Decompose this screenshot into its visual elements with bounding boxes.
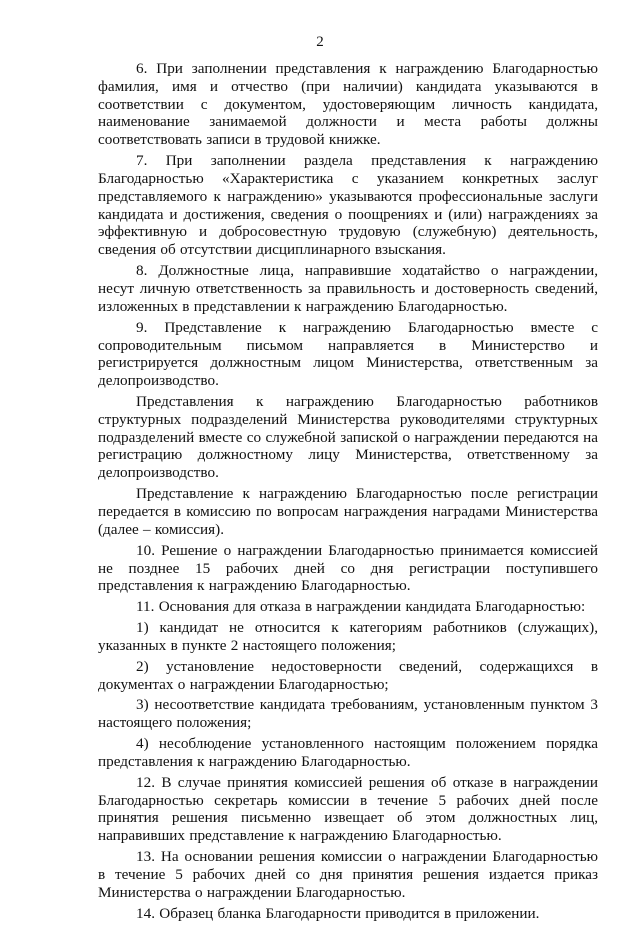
list-item-3: 3) несоответствие кандидата требованиям, установленным пунктом 3 настоящего положения; <box>98 696 598 732</box>
paragraph-13: 13. На основании решения комиссии о награждении Благодарностью в течение 5 рабочих дней со дня принятия решения издается приказ Министерства о награждении Благодарностью. <box>98 848 598 901</box>
paragraph-7: 7. При заполнении раздела представления к награждению Благодарностью «Характеристика с указанием конкретных заслуг представляемого к награждению» указываются профессиональные заслуги кандидата и достижения, сведения о поощрениях и (или) награждениях за эффективную и добросовестную трудовую (служебную) деятельность, сведения об отсутствии дисциплинарного взыскания. <box>98 152 598 259</box>
paragraph-9-commission: Представление к награждению Благодарностью после регистрации передается в комиссию по вопросам награждения наградами Министерства (далее – комиссия). <box>98 485 598 538</box>
document-body <box>98 60 598 926</box>
paragraph-6: 6. При заполнении представления к награждению Благодарностью фамилия, имя и отчество (при наличии) кандидата указываются в соответствии с документом, удостоверяющим личность кандидата, наименование занимаемой должности и места работы должны соответствовать записи в трудовой книжке. <box>98 60 598 149</box>
list-item-4: 4) несоблюдение установленного настоящим положением порядка представления к награждению Благодарностью. <box>98 735 598 770</box>
paragraph-12: 12. В случае принятия комиссией решения об отказе в награждении Благодарностью секретарь комиссии в течение 5 рабочих дней после принятия решения письменно извещает об этом должностных лиц, направивших представление к награждению Благодарностью. <box>98 773 598 845</box>
paragraph-8: 8. Должностные лица, направившие ходатайство о награждении, несут личную ответственность за правильность и достоверность сведений, изложенных в представлении к награждению Благодарностью. <box>98 262 598 315</box>
list-item-1: 1) кандидат не относится к категориям работников (служащих), указанных в пункте 2 настоящего положения; <box>98 619 598 655</box>
paragraph-9-structural-units: Представления к награждению Благодарностью работников структурных подразделений Министерства руководителями структурных подразделений вместе со служебной запиской о награждении передаются на регистрацию должностному лицу Министерства, ответственному за делопроизводство. <box>98 393 598 482</box>
paragraph-10: 10. Решение о награждении Благодарностью принимается комиссией не позднее 15 рабочих дней со дня регистрации поступившего представления к награждению Благодарностью. <box>98 541 598 595</box>
list-item-2: 2) установление недостоверности сведений, содержащихся в документах о награждении Благодарностью; <box>98 657 598 693</box>
paragraph-14: 14. Образец бланка Благодарности приводится в приложении. <box>136 904 540 922</box>
paragraph-9: 9. Представление к награждению Благодарностью вместе с сопроводительным письмом направляется в Министерство и регистрируется должностным лицом Министерства, ответственным за делопроизводство. <box>98 318 598 390</box>
page-number: 2 <box>316 34 324 50</box>
paragraph-11: 11. Основания для отказа в награждении кандидата Благодарностью: <box>136 598 586 616</box>
